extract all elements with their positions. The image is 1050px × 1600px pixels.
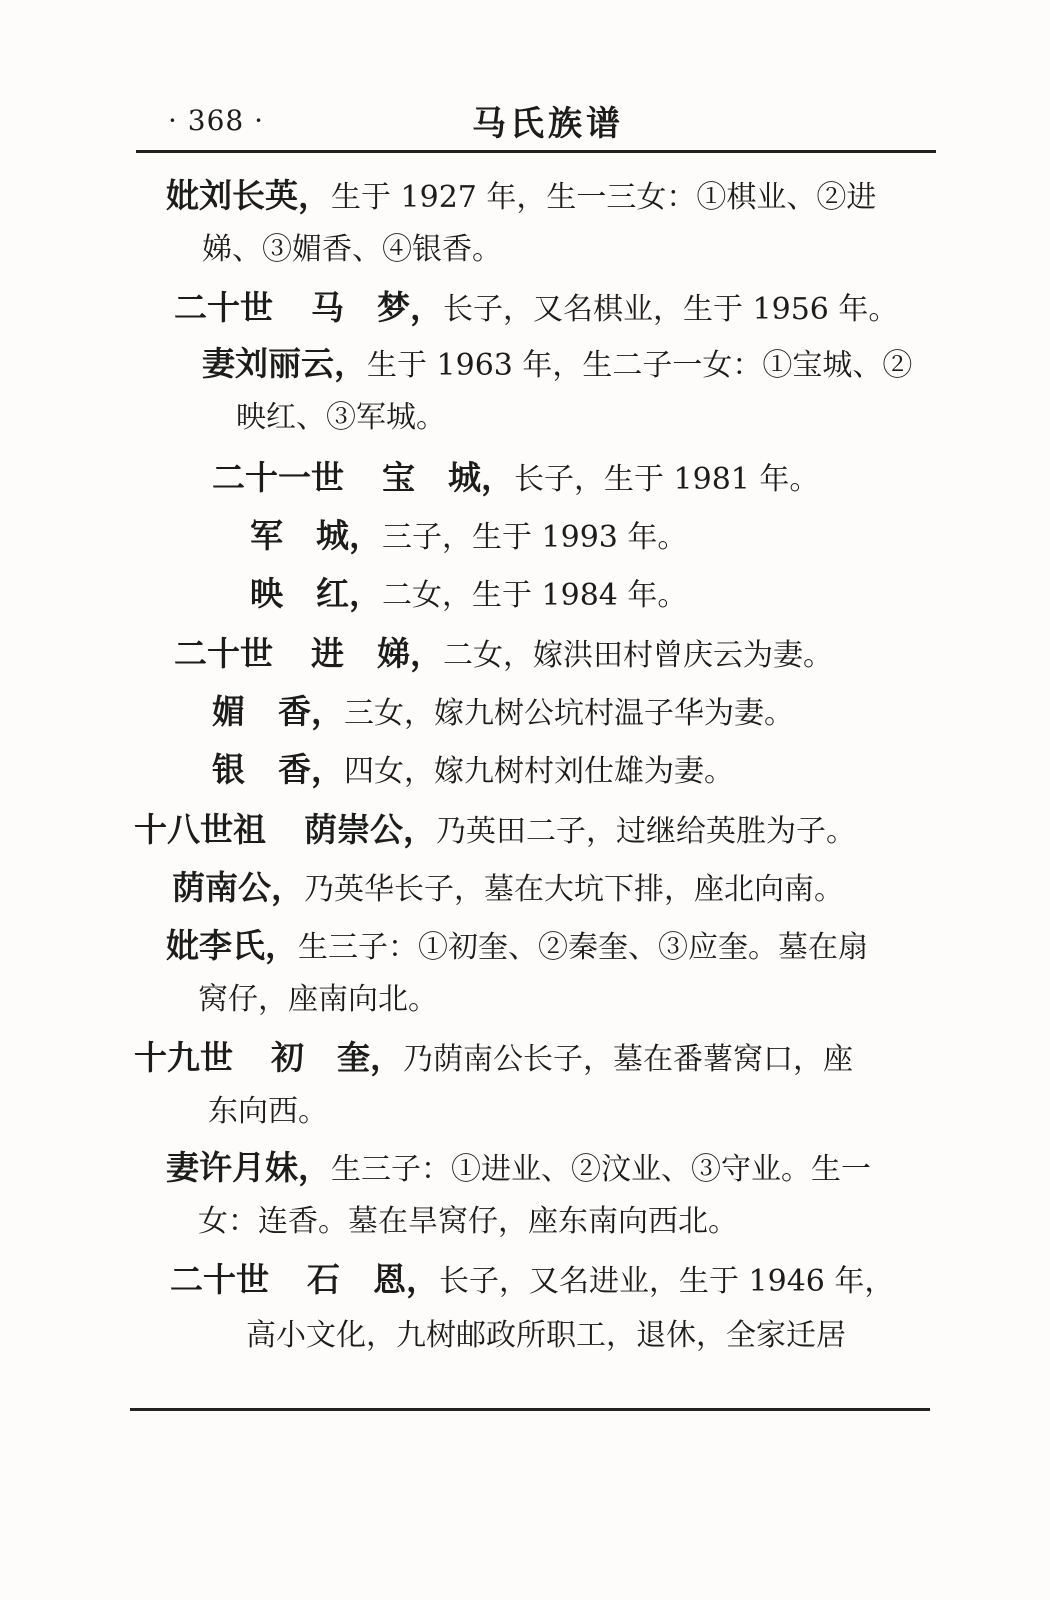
entry-text: 三女，嫁九树公坑村温子华为妻。 <box>344 696 794 731</box>
entry-text: 二女，嫁洪田村曾庆云为妻。 <box>443 638 833 673</box>
entry-line <box>198 1202 738 1242</box>
entry-text: 生三子：①初奎、②秦奎、③应奎。墓在扇 <box>298 930 868 965</box>
entry-line <box>202 230 502 270</box>
person-name: 妻刘丽云， <box>202 344 367 383</box>
entry-text: 乃英田二子，过继给英胜为子。 <box>436 814 856 849</box>
page-number: · 368 · <box>168 104 265 137</box>
entry-line <box>174 634 833 676</box>
entry-line <box>212 458 819 500</box>
person-name: 荫崇公， <box>304 810 436 849</box>
entry-text: 四女，嫁九树村刘仕雄为妻。 <box>344 754 734 789</box>
generation-label: 二十一世 <box>212 458 344 497</box>
entry-line <box>134 1038 853 1080</box>
person-name: 宝 城， <box>382 458 514 497</box>
person-name: 石 恩， <box>307 1260 439 1299</box>
entry-text: 长子，又名进业，生于 1946 年， <box>439 1264 895 1299</box>
generation-label: 十八世祖 <box>134 810 266 849</box>
entry-line <box>174 288 898 330</box>
entry-text: 三子，生于 1993 年。 <box>382 520 688 555</box>
entry-text: 娣、③媚香、④银香。 <box>202 232 502 267</box>
entry-line <box>250 574 687 616</box>
entry-text: 长子，生于 1981 年。 <box>514 462 820 497</box>
entry-text: 女：连香。墓在旱窝仔，座东南向西北。 <box>198 1204 738 1239</box>
person-name: 军 城， <box>250 516 382 555</box>
person-name: 映 红， <box>250 574 382 613</box>
entry-line <box>212 750 734 792</box>
entry-line <box>208 1092 328 1132</box>
entry-text: 乃英华长子，墓在大坑下排，座北向南。 <box>304 872 844 907</box>
entry-line <box>170 1260 894 1302</box>
person-name: 初 奎， <box>271 1038 403 1077</box>
person-name: 妻许月妹， <box>166 1148 331 1187</box>
person-name: 妣刘长英， <box>166 176 331 215</box>
entry-line <box>166 1148 871 1190</box>
entry-text: 生于 1927 年，生一三女：①棋业、②进 <box>331 180 877 215</box>
person-name: 进 娣， <box>311 634 443 673</box>
page-header <box>0 96 1050 144</box>
generation-label: 二十世 <box>170 1260 269 1299</box>
entry-line <box>236 398 446 438</box>
entry-text: 高小文化，九树邮政所职工，退休，全家迁居 <box>246 1318 846 1353</box>
header-rule <box>136 150 936 153</box>
entry-line <box>134 810 856 852</box>
entry-line <box>202 344 912 386</box>
entry-text: 生于 1963 年，生二子一女：①宝城、② <box>367 348 913 383</box>
person-name: 马 梦， <box>311 288 443 327</box>
generation-label: 十九世 <box>134 1038 233 1077</box>
entry-line <box>172 868 844 910</box>
person-name: 荫南公， <box>172 868 304 907</box>
person-name: 银 香， <box>212 750 344 789</box>
entry-line <box>212 692 794 734</box>
generation-label: 二十世 <box>174 288 273 327</box>
book-title: 马氏族谱 <box>472 104 624 144</box>
entry-text: 二女，生于 1984 年。 <box>382 578 688 613</box>
entry-line <box>246 1316 846 1356</box>
entry-text: 映红、③军城。 <box>236 400 446 435</box>
generation-label: 二十世 <box>174 634 273 673</box>
entry-line <box>166 926 868 968</box>
entry-line <box>166 176 876 218</box>
entry-text: 东向西。 <box>208 1094 328 1129</box>
footer-rule <box>130 1408 930 1411</box>
entry-text: 长子，又名棋业，生于 1956 年。 <box>443 292 899 327</box>
entry-text: 窝仔，座南向北。 <box>198 982 438 1017</box>
person-name: 媚 香， <box>212 692 344 731</box>
entry-line <box>250 516 687 558</box>
entry-line <box>198 980 438 1020</box>
entry-text: 乃荫南公长子，墓在番薯窝口，座 <box>403 1042 853 1077</box>
person-name: 妣李氏， <box>166 926 298 965</box>
entry-text: 生三子：①进业、②汶业、③守业。生一 <box>331 1152 871 1187</box>
